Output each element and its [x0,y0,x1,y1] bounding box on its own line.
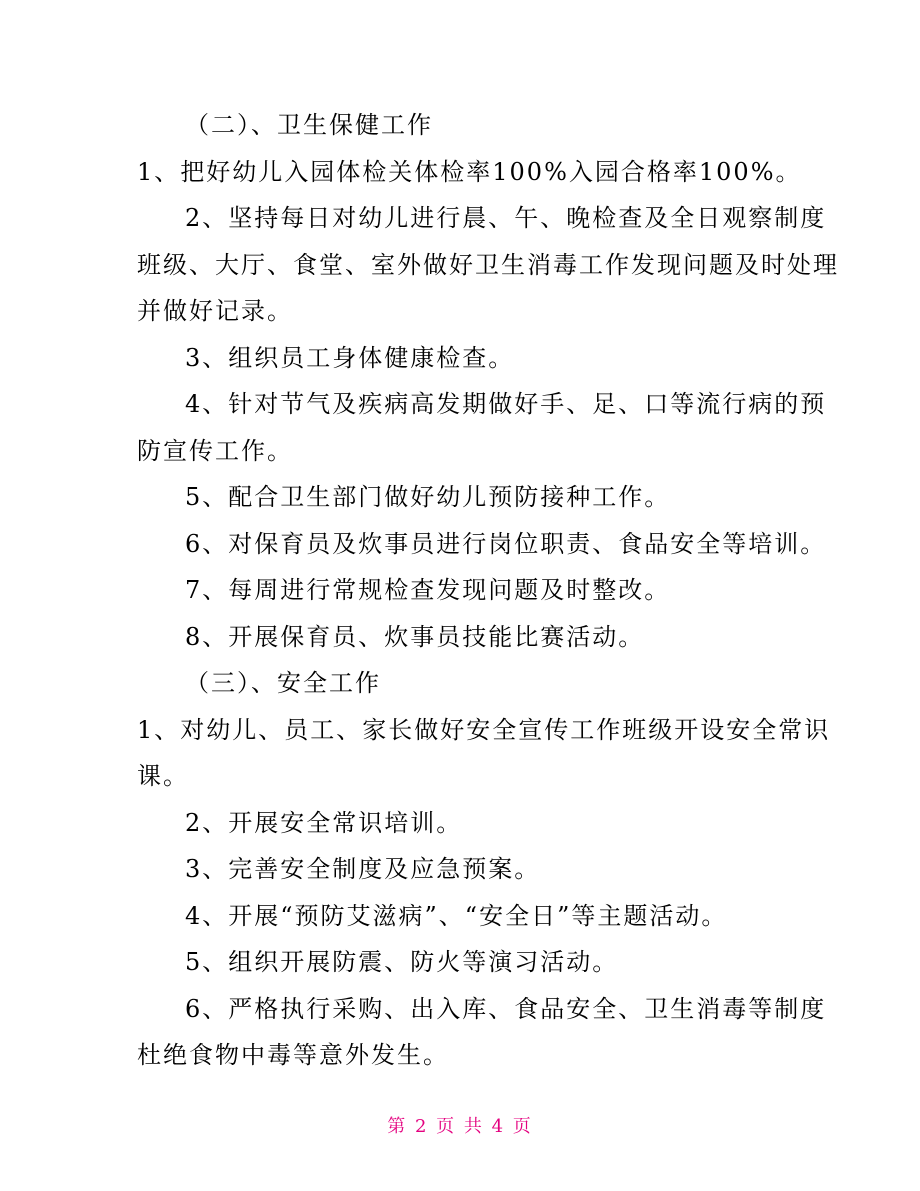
page-number-footer: 第 2 页 共 4 页 [387,1116,533,1137]
safety-item-3: 3、完善安全制度及应急预案。 [185,855,541,883]
safety-item-1-line-1: 1、对幼儿、员工、家长做好安全宣传工作班级开设安全常识 [137,715,831,744]
safety-item-2: 2、开展安全常识培训。 [185,808,463,837]
health-item-1: 1、把好幼儿入园体检关体检率100%入园合格率100%。 [137,157,802,186]
document-body [137,102,839,1079]
safety-item-5: 5、组织开展防震、防火等演习活动。 [185,948,619,976]
health-item-5: 5、配合卫生部门做好幼儿预防接种工作。 [185,483,671,511]
health-item-8: 8、开展保育员、炊事员技能比赛活动。 [185,622,645,651]
section-heading-safety: （三）、安全工作 [185,669,381,697]
health-item-2-line-1: 2、坚持每日对幼儿进行晨、午、晚检查及全日观察制度 [185,204,827,232]
health-item-2-line-3: 并做好记录。 [137,297,293,325]
health-item-3: 3、组织员工身体健康检查。 [185,343,515,372]
health-item-7: 7、每周进行常规检查发现问题及时整改。 [185,576,671,604]
safety-item-6-line-2: 杜绝食物中毒等意外发生。 [137,1041,449,1069]
section-heading-health: （二）、卫生保健工作 [185,111,433,139]
health-item-4-line-1: 4、针对节气及疾病高发期做好手、足、口等流行病的预 [185,390,827,418]
health-item-6: 6、对保育员及炊事员进行岗位职责、食品安全等培训。 [185,529,827,558]
safety-item-6-line-1: 6、严格执行采购、出入库、食品安全、卫生消毒等制度 [185,994,827,1023]
safety-item-4: 4、开展“预防艾滋病”、“安全日”等主题活动。 [185,901,728,930]
safety-item-1-line-2: 课。 [137,762,189,790]
health-item-2-line-2: 班级、大厅、食堂、室外做好卫生消毒工作发现问题及时处理 [137,250,839,279]
health-item-4-line-2: 防宣传工作。 [137,436,293,465]
